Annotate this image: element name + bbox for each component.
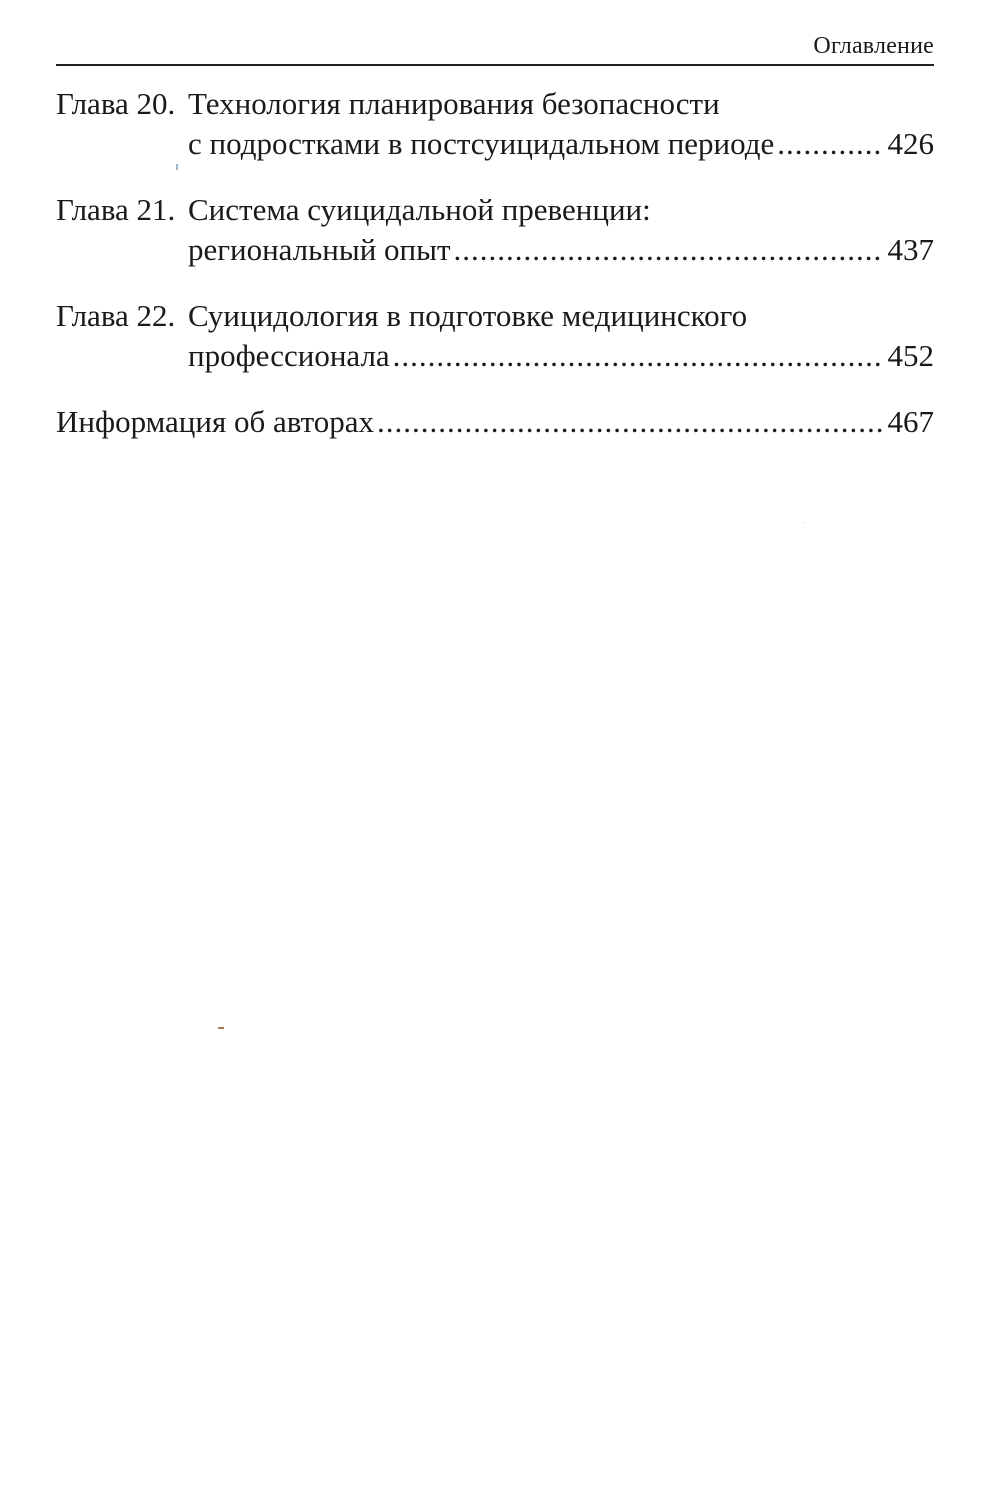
running-header — [56, 28, 934, 66]
dot-leader — [393, 336, 883, 376]
page-number: 426 — [887, 126, 934, 161]
dot-leader — [777, 124, 882, 164]
authors-title: Информация об авторах — [56, 404, 374, 439]
chapter-title-line: Суицидология в подготовке медицинского — [188, 298, 748, 333]
chapter-label: Глава 22. — [56, 298, 176, 333]
chapter-title-line: профессионала — [188, 338, 390, 373]
toc-entry-chapter-20 — [56, 84, 934, 164]
authors-leader-line — [56, 402, 934, 442]
chapter-title-leader-line — [188, 124, 934, 164]
chapter-title-leader-line — [188, 336, 934, 376]
page-number: 452 — [887, 338, 934, 373]
page-number: 437 — [887, 232, 934, 267]
dot-leader — [377, 402, 883, 442]
toc-entry-chapter-21 — [56, 190, 934, 270]
chapter-title-line: региональный опыт — [188, 232, 451, 267]
chapter-title-line: с подростками в постсуицидальном периоде — [188, 126, 775, 161]
scan-speck — [804, 522, 805, 523]
dot-leader — [454, 230, 883, 270]
chapter-label: Глава 21. — [56, 192, 176, 227]
chapter-label: Глава 20. — [56, 86, 176, 121]
chapter-title-leader-line — [188, 230, 934, 270]
chapter-title-line: Технология планирования безопасности — [188, 86, 720, 121]
scan-speck — [218, 1027, 224, 1029]
table-of-contents — [56, 84, 934, 468]
toc-entry-chapter-22 — [56, 296, 934, 376]
toc-entry-authors — [56, 402, 934, 442]
page-number: 467 — [887, 404, 934, 439]
running-header-title: Оглавление — [813, 33, 934, 59]
chapter-title-line: Система суицидальной превенции: — [188, 192, 651, 227]
